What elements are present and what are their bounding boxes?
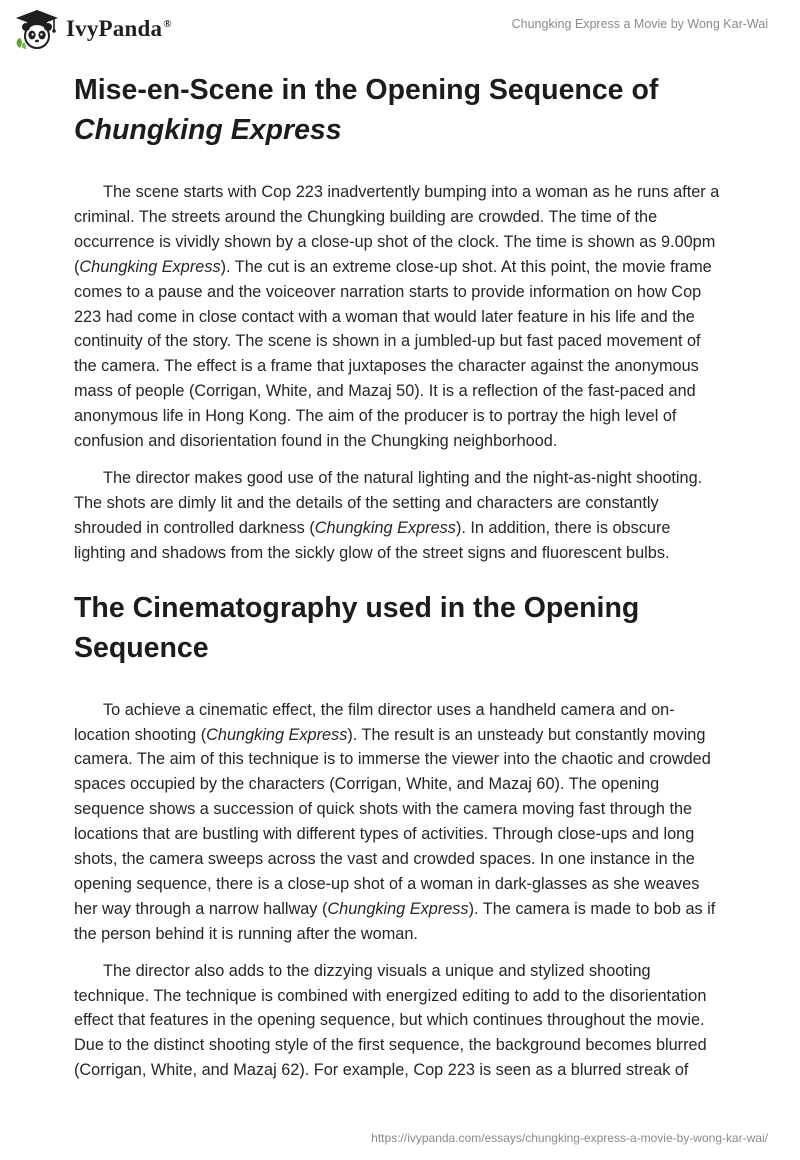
registered-mark: ® (163, 18, 172, 31)
paragraph-text: ). In addition, there is obscure lighting and shadows from the sickly glow of the street signs and fluorescent bulbs. (74, 518, 671, 562)
paragraph-text: ). The result is an unsteady but constantly moving camera. The aim of this technique is to immerse the viewer into the chaotic and crowded spaces occupied by the characters (Corrigan, White, and Mazaj 60). The opening sequence shows a succession of quick shots with the camera moving fast through the locations that are bustling with different types of activities. Through close-ups and long shots, the camera sweeps across the vast and crowded spaces. In one instance in the opening sequence, there is a close-up shot of a woman in dark-glasses as she weaves her way through a narrow hallway ( (74, 725, 711, 918)
heading-text: Mise-en-Scene in the Opening Sequence of (74, 74, 659, 106)
film-title-italic: Chungking Express (314, 518, 456, 537)
source-url[interactable]: https://ivypanda.com/essays/chungking-express-a-movie-by-wong-kar-wai/ (371, 1131, 768, 1145)
film-title-italic: Chungking Express (79, 257, 221, 276)
heading-film-title: Chungking Express (74, 114, 342, 146)
paragraph-text: The director makes good use of the natural lighting and the night-as-night shooting. The shots are dimly lit and the details of the setting and characters are constantly shrouded in controlled darkness ( (74, 468, 703, 537)
section-heading-mise-en-scene (74, 70, 724, 150)
paragraph-text: ). The cut is an extreme close-up shot. At this point, the movie frame comes to a pause and the voiceover narration starts to provide information on how Cop 223 had come in close contact with a woman that would later feature in his life and the continuity of the story. The scene is shown in a jumbled-up but fast paced movement of the camera. The effect is a frame that juxtaposes the character against the anonymous mass of people (Corrigan, White, and Mazaj 50). It is a reflection of the fast-paced and anonymous life in Hong Kong. The aim of the producer is to portray the high level of confusion and disorientation found in the Chungking neighborhood. (74, 257, 712, 451)
paragraph: The director also adds to the dizzying visuals a unique and stylized shooting technique. The technique is combined with energized editing to add to the disorientation effect that features in the opening sequence, but which continues throughout the movie. Due to the distinct shooting style of the first sequence, the background becomes blurred (Corrigan, White, and Mazaj 62). For example, Cop 223 is seen as a blurred streak of (74, 961, 707, 1080)
panda-graduate-icon (14, 8, 60, 50)
page-header (0, 0, 800, 60)
ivypanda-logo[interactable] (14, 8, 172, 50)
paragraph (74, 180, 724, 454)
film-title-italic: Chungking Express (206, 725, 348, 744)
paragraph-text: ). The camera is made to bob as if the person behind it is running after the woman. (74, 899, 716, 943)
essay-content (74, 70, 724, 1095)
film-title-italic: Chungking Express (327, 899, 469, 918)
logo-text: IvyPanda (66, 16, 163, 41)
logo-wordmark (66, 16, 172, 42)
paragraph (74, 698, 724, 947)
paragraph-text: To achieve a cinematic effect, the film director uses a handheld camera and on-location shooting ( (74, 700, 675, 744)
paragraph-text: The scene starts with Cop 223 inadvertently bumping into a woman as he runs after a criminal. The streets around the Chungking building are crowded. The time of the occurrence is vividly shown by a close-up shot of the clock. The time is shown as 9.00pm ( (74, 183, 720, 276)
document-title: Chungking Express a Movie by Wong Kar-Wai (511, 17, 768, 31)
section-heading-cinematography: The Cinematography used in the Opening Sequence (74, 591, 640, 664)
paragraph (74, 466, 724, 566)
